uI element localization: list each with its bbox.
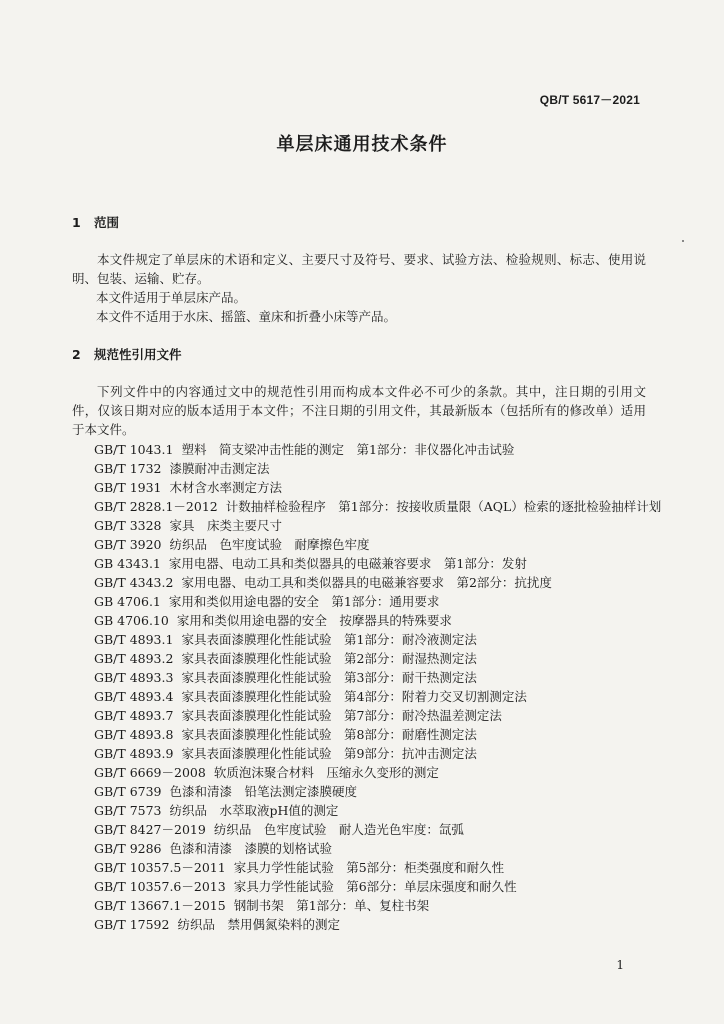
reference-title: 家用和类似用途电器的安全 按摩器具的特殊要求	[176, 613, 452, 628]
section-number: 1	[72, 215, 81, 230]
reference-item	[94, 782, 654, 801]
reference-item	[94, 440, 654, 459]
reference-code: GB/T 4893.1	[94, 632, 174, 647]
reference-title: 家具表面漆膜理化性能试验 第7部分：耐冷热温差测定法	[181, 708, 502, 723]
reference-item	[94, 877, 654, 896]
reference-item	[94, 839, 654, 858]
reference-code: GB/T 8427－2019	[94, 822, 206, 837]
reference-code: GB/T 6669－2008	[94, 765, 206, 780]
reference-title: 家用电器、电动工具和类似器具的电磁兼容要求 第1部分：发射	[168, 556, 527, 571]
reference-item	[94, 858, 654, 877]
reference-title: 塑料 简支梁冲击性能的测定 第1部分：非仪器化冲击试验	[181, 442, 515, 457]
reference-item	[94, 725, 654, 744]
reference-item	[94, 801, 654, 820]
reference-title: 钢制书架 第1部分：单、复柱书架	[233, 898, 430, 913]
reference-title: 纺织品 色牢度试验 耐摩擦色牢度	[169, 537, 370, 552]
reference-title: 色漆和清漆 铅笔法测定漆膜硬度	[169, 784, 358, 799]
reference-item	[94, 744, 654, 763]
reference-code: GB/T 10357.6－2013	[94, 879, 226, 894]
section-number: 2	[72, 347, 81, 362]
reference-code: GB/T 1043.1	[94, 442, 174, 457]
reference-item	[94, 706, 654, 725]
reference-item	[94, 896, 654, 915]
reference-code: GB/T 3328	[94, 518, 162, 533]
reference-code: GB/T 4893.3	[94, 670, 174, 685]
reference-item	[94, 820, 654, 839]
reference-item	[94, 554, 654, 573]
reference-title: 纺织品 水萃取液pH值的测定	[169, 803, 339, 818]
reference-code: GB/T 2828.1－2012	[94, 499, 218, 514]
section-1-paragraph-3: 本文件不适用于水床、摇篮、童床和折叠小床等产品。	[96, 309, 397, 324]
reference-item	[94, 649, 654, 668]
reference-code: GB/T 1732	[94, 461, 162, 476]
reference-item	[94, 763, 654, 782]
reference-title: 家具表面漆膜理化性能试验 第3部分：耐干热测定法	[181, 670, 477, 685]
reference-item	[94, 516, 654, 535]
reference-title: 家具表面漆膜理化性能试验 第9部分：抗冲击测定法	[181, 746, 477, 761]
section-title: 范围	[94, 215, 120, 230]
reference-title: 纺织品 色牢度试验 耐人造光色牢度：氙弧	[213, 822, 464, 837]
reference-title: 漆膜耐冲击测定法	[169, 461, 270, 476]
reference-title: 软质泡沫聚合材料 压缩永久变形的测定	[213, 765, 439, 780]
reference-list	[94, 440, 662, 934]
reference-code: GB/T 17592	[94, 917, 170, 932]
reference-title: 家用电器、电动工具和类似器具的电磁兼容要求 第2部分：抗扰度	[181, 575, 552, 590]
reference-item	[94, 497, 662, 516]
reference-title: 计数抽样检验程序 第1部分：按接收质量限（AQL）检索的逐批检验抽样计划	[225, 499, 662, 514]
reference-title: 色漆和清漆 漆膜的划格试验	[169, 841, 333, 856]
reference-item	[94, 573, 654, 592]
reference-item	[94, 687, 654, 706]
reference-item	[94, 915, 654, 934]
reference-code: GB/T 4343.2	[94, 575, 174, 590]
reference-item	[94, 611, 654, 630]
reference-title: 家用和类似用途电器的安全 第1部分：通用要求	[168, 594, 440, 609]
reference-title: 家具表面漆膜理化性能试验 第4部分：附着力交叉切割测定法	[181, 689, 527, 704]
standard-number: QB/T 5617－2021	[539, 93, 640, 107]
reference-title: 家具力学性能试验 第5部分：柜类强度和耐久性	[233, 860, 505, 875]
reference-title: 家具 床类主要尺寸	[169, 518, 283, 533]
reference-code: GB/T 4893.4	[94, 689, 174, 704]
section-1-heading	[72, 213, 119, 231]
reference-code: GB/T 3920	[94, 537, 162, 552]
reference-item	[94, 459, 654, 478]
reference-code: GB/T 13667.1－2015	[94, 898, 226, 913]
reference-title: 纺织品 禁用偶氮染料的测定	[177, 917, 340, 932]
reference-title: 家具表面漆膜理化性能试验 第2部分：耐湿热测定法	[181, 651, 477, 666]
section-2-heading	[72, 345, 182, 363]
reference-title: 家具表面漆膜理化性能试验 第1部分：耐冷液测定法	[181, 632, 477, 647]
reference-title: 木材含水率测定方法	[169, 480, 283, 495]
section-2-paragraph-1: 下列文件中的内容通过文中的规范性引用而构成本文件必不可少的条款。其中，注日期的引用文件，仅该日期对应的版本适用于本文件；不注日期的引用文件，其最新版本（包括所有的修改单）适用于本文件。	[72, 384, 646, 437]
reference-title: 家具表面漆膜理化性能试验 第8部分：耐磨性测定法	[181, 727, 477, 742]
reference-code: GB/T 10357.5－2011	[94, 860, 226, 875]
scan-speck	[682, 240, 684, 242]
reference-code: GB 4706.1	[94, 594, 161, 609]
section-1-paragraph-2: 本文件适用于单层床产品。	[96, 290, 247, 305]
reference-item	[94, 630, 654, 649]
reference-code: GB/T 7573	[94, 803, 162, 818]
reference-code: GB/T 6739	[94, 784, 162, 799]
reference-code: GB/T 4893.9	[94, 746, 174, 761]
reference-item	[94, 535, 654, 554]
reference-item	[94, 668, 654, 687]
reference-code: GB/T 4893.2	[94, 651, 174, 666]
page-number: 1	[616, 958, 624, 972]
reference-code: GB 4343.1	[94, 556, 161, 571]
reference-code: GB/T 4893.7	[94, 708, 174, 723]
reference-code: GB/T 9286	[94, 841, 162, 856]
document-title: 单层床通用技术条件	[276, 134, 448, 155]
reference-code: GB/T 4893.8	[94, 727, 174, 742]
reference-title: 家具力学性能试验 第6部分：单层床强度和耐久性	[233, 879, 517, 894]
section-1-paragraph-1: 本文件规定了单层床的术语和定义、主要尺寸及符号、要求、试验方法、检验规则、标志、使用说明、包装、运输、贮存。	[72, 252, 646, 286]
reference-item	[94, 478, 654, 497]
reference-code: GB/T 1931	[94, 480, 162, 495]
reference-code: GB 4706.10	[94, 613, 169, 628]
section-title: 规范性引用文件	[94, 347, 182, 362]
reference-item	[94, 592, 654, 611]
